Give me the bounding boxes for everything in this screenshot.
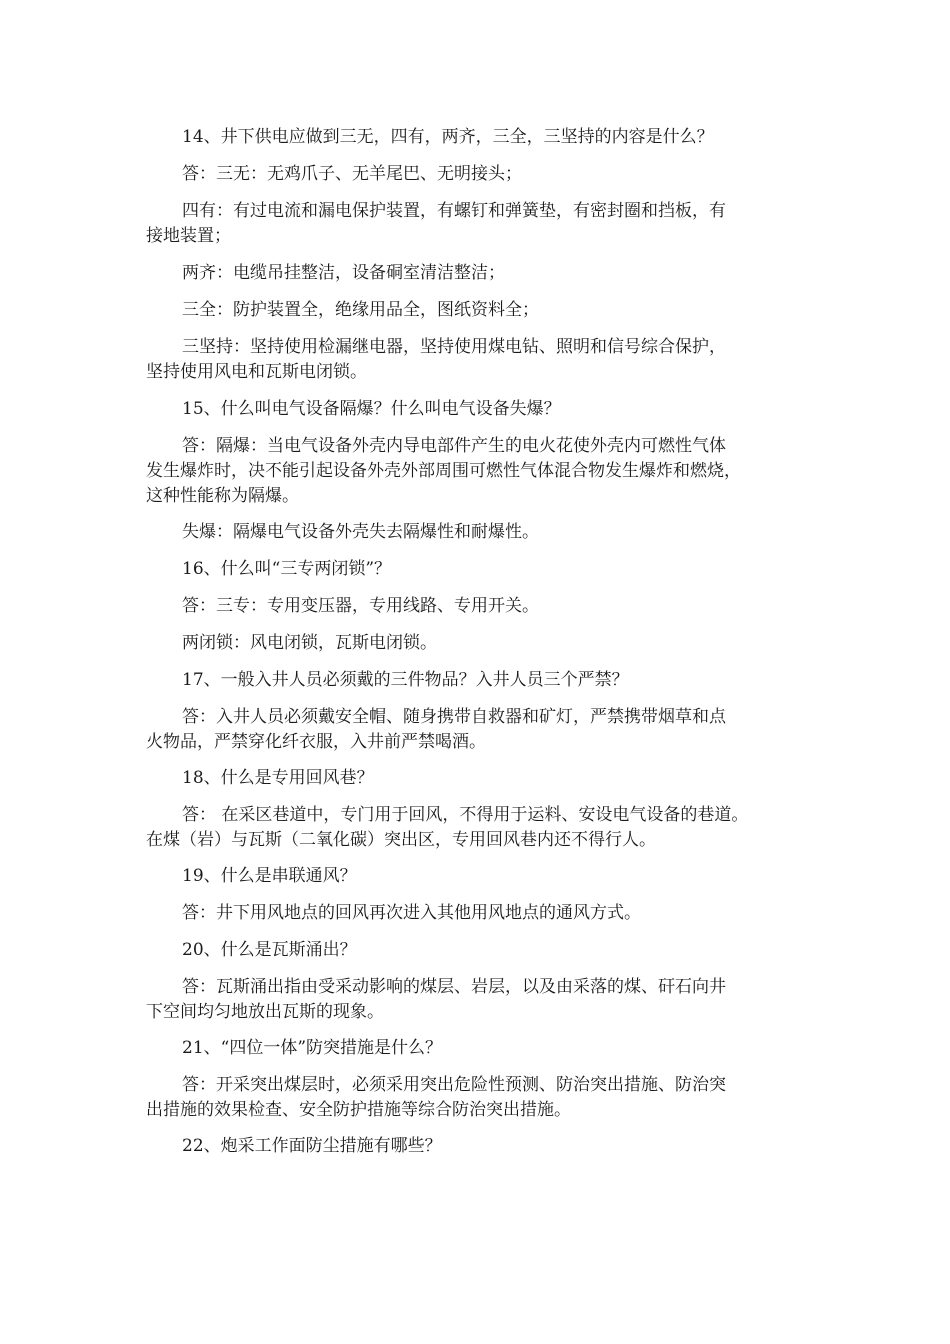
text-line: 答：开采突出煤层时，必须采用突出危险性预测、防治突出措施、防治突 — [182, 1075, 726, 1095]
text-line: 16、什么叫“三专两闭锁”？ — [182, 559, 392, 579]
text-line: 22、炮采工作面防尘措施有哪些？ — [182, 1136, 442, 1156]
text-line: 两闭锁：风电闭锁，瓦斯电闭锁。 — [182, 633, 437, 653]
text-line: 17、一般入井人员必须戴的三件物品？入井人员三个严禁？ — [182, 670, 629, 690]
text-line: 答：入井人员必须戴安全帽、随身携带自救器和矿灯，严禁携带烟草和点 — [182, 707, 726, 727]
text-line: 18、什么是专用回风巷？ — [182, 768, 374, 788]
text-line: 20、什么是瓦斯涌出？ — [182, 940, 357, 960]
answer-19 — [146, 901, 852, 926]
text-line: 发生爆炸时，决不能引起设备外壳外部周围可燃性气体混合物发生爆炸和燃烧， — [146, 461, 741, 481]
answer-15-gebao — [146, 434, 816, 509]
text-line: 两齐：电缆吊挂整洁，设备硐室清洁整洁； — [182, 263, 505, 283]
text-line: 答：三无：无鸡爪子、无羊尾巴、无明接头； — [182, 164, 522, 184]
answer-14-sanjianchi — [146, 335, 816, 385]
answer-16-liangbisuo — [146, 631, 852, 656]
answer-20 — [146, 975, 816, 1025]
text-line: 答：三专：专用变压器，专用线路、专用开关。 — [182, 596, 539, 616]
question-20 — [146, 938, 852, 963]
text-line: 答：井下用风地点的回风再次进入其他用风地点的通风方式。 — [182, 903, 641, 923]
text-line: 21、“四位一体”防突措施是什么？ — [182, 1038, 443, 1058]
text-line: 15、什么叫电气设备隔爆？什么叫电气设备失爆？ — [182, 399, 561, 419]
question-17 — [146, 668, 852, 693]
question-19 — [146, 864, 852, 889]
text-line: 答：瓦斯涌出指由受采动影响的煤层、岩层，以及由采落的煤、矸石向井 — [182, 977, 726, 997]
question-22 — [146, 1134, 852, 1159]
answer-18 — [146, 803, 816, 853]
answer-21 — [146, 1073, 816, 1123]
text-line: 答： 在采区巷道中，专门用于回风，不得用于运料、安设电气设备的巷道。 — [182, 805, 749, 825]
text-line: 19、什么是串联通风？ — [182, 866, 357, 886]
answer-17 — [146, 705, 816, 755]
answer-14-sanquan — [146, 298, 852, 323]
text-line: 三全：防护装置全，绝缘用品全，图纸资料全； — [182, 300, 539, 320]
text-line: 失爆：隔爆电气设备外壳失去隔爆性和耐爆性。 — [182, 522, 539, 542]
text-line: 火物品，严禁穿化纤衣服，入井前严禁喝酒。 — [146, 732, 486, 752]
text-line: 出措施的效果检查、安全防护措施等综合防治突出措施。 — [146, 1100, 571, 1120]
question-18 — [146, 766, 852, 791]
question-21 — [146, 1036, 852, 1061]
text-line: 坚持使用风电和瓦斯电闭锁。 — [146, 362, 367, 382]
answer-14-liangqi — [146, 261, 852, 286]
answer-14-siyou — [146, 199, 816, 249]
answer-15-shibao — [146, 520, 852, 545]
answer-16-sanzhuan — [146, 594, 852, 619]
text-line: 四有：有过电流和漏电保护装置，有螺钉和弹簧垫，有密封圈和挡板，有 — [182, 201, 726, 221]
text-line: 三坚持：坚持使用检漏继电器，坚持使用煤电钻、照明和信号综合保护， — [182, 337, 726, 357]
question-14 — [146, 125, 852, 150]
text-line: 接地装置； — [146, 226, 231, 246]
question-16 — [146, 557, 852, 582]
text-line: 答：隔爆：当电气设备外壳内导电部件产生的电火花使外壳内可燃性气体 — [182, 436, 726, 456]
question-15 — [146, 397, 852, 422]
text-line: 在煤（岩）与瓦斯（二氧化碳）突出区，专用回风巷内还不得行人。 — [146, 830, 656, 850]
text-line: 这种性能称为隔爆。 — [146, 486, 299, 506]
text-line: 14、井下供电应做到三无，四有，两齐，三全，三坚持的内容是什么？ — [182, 127, 714, 147]
text-line: 下空间均匀地放出瓦斯的现象。 — [146, 1002, 384, 1022]
answer-14-line-1 — [146, 162, 852, 187]
